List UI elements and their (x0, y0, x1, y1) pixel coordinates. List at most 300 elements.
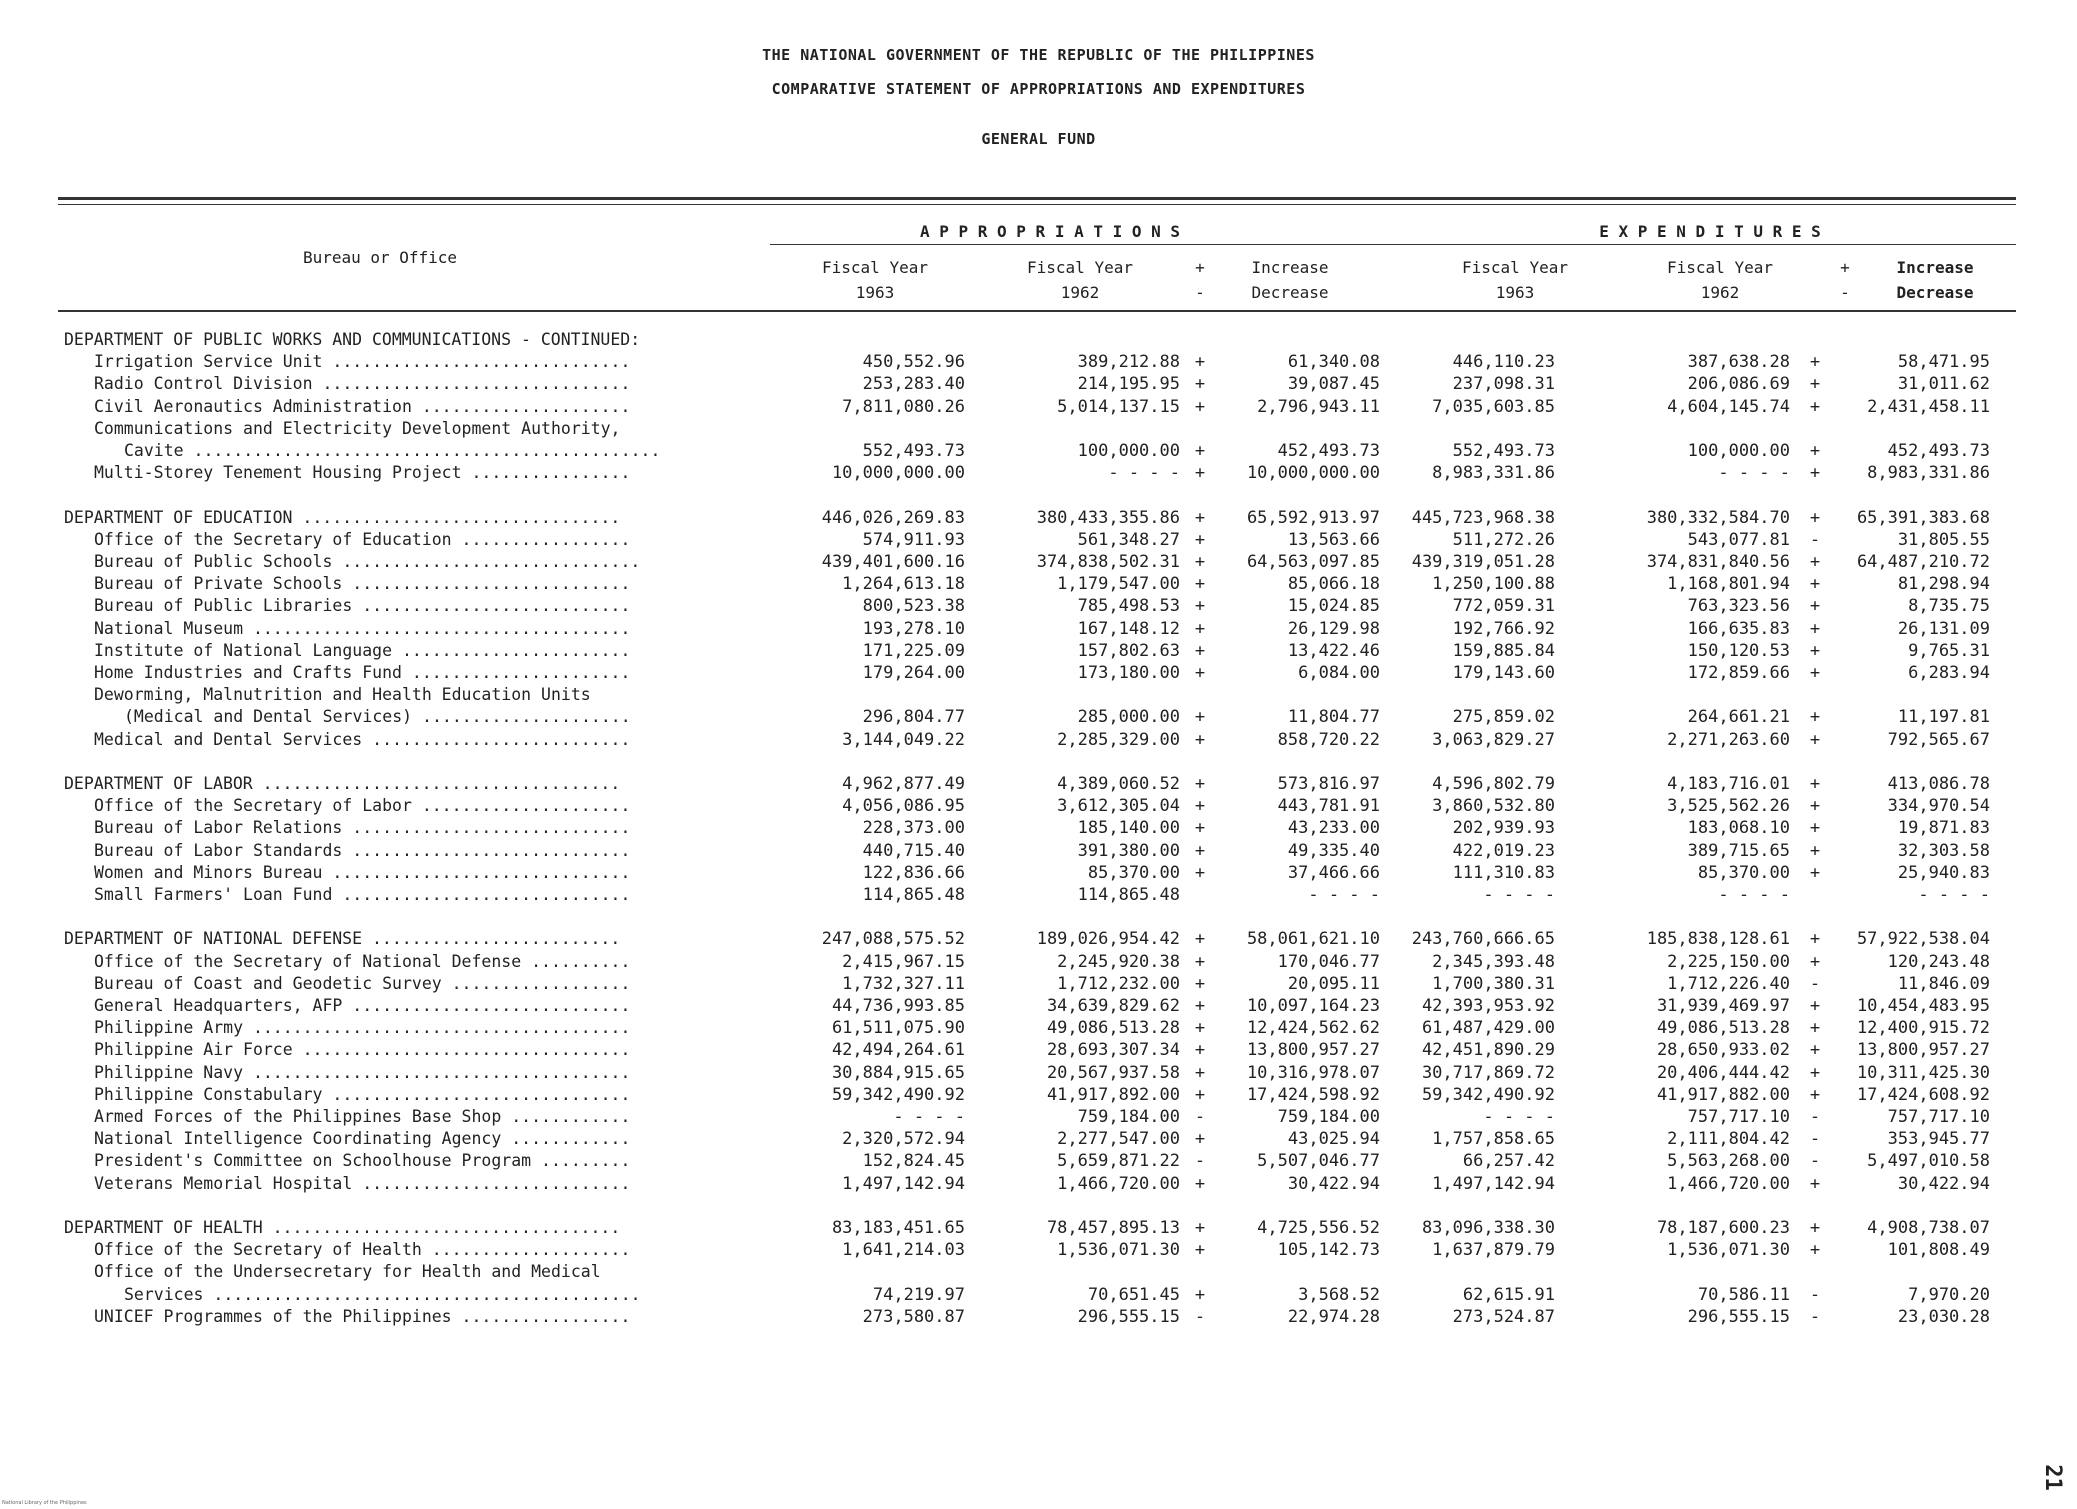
cell-a62: 2,245,920.38 (1057, 951, 1180, 972)
cell-es: + (1809, 596, 1821, 617)
cell-e63: 243,760,666.65 (1411, 929, 1555, 950)
cell-e63: 61,487,429.00 (1421, 1018, 1555, 1039)
cell-ed: 8,735.75 (1908, 596, 1990, 617)
cell-ad: 61,340.08 (1287, 352, 1380, 373)
row-label: Philippine Navy ...................................... (94, 1062, 631, 1082)
cell-e62: 1,712,226.40 (1667, 973, 1790, 994)
cell-a62: 3,612,305.04 (1057, 796, 1180, 817)
cell-a62: 5,659,871.22 (1057, 1151, 1180, 1172)
cell-ed: 5,497,010.58 (1867, 1151, 1990, 1172)
cell-ad: 43,233.00 (1287, 818, 1380, 839)
cell-as: + (1194, 507, 1206, 528)
cell-ed: 26,131.09 (1897, 618, 1990, 639)
cell-ed: 57,922,538.04 (1856, 929, 1990, 950)
row-label: Cavite ............................................... (124, 441, 661, 460)
row-label: DEPARTMENT OF NATIONAL DEFENSE ......................... (64, 929, 621, 949)
cell-a63: 114,865.48 (862, 885, 965, 905)
cell-a63: 1,732,327.11 (842, 973, 965, 994)
cell-as: + (1194, 1240, 1206, 1261)
cell-ad: 573,816.97 (1277, 774, 1380, 794)
row-label: Institute of National Language ....................... (94, 640, 631, 660)
cell-e63: 30,717,869.72 (1421, 1062, 1555, 1083)
cell-e63: 1,700,380.31 (1432, 973, 1555, 994)
cell-e62: 28,650,933.02 (1656, 1040, 1790, 1061)
cell-a63: 2,415,967.15 (842, 951, 965, 972)
cell-a62: 34,639,829.62 (1046, 996, 1180, 1016)
row-label: Office of the Secretary of Labor ..................... (94, 796, 631, 816)
cell-e63: - - - - (1483, 885, 1555, 905)
cell-ad: 49,335.40 (1287, 840, 1380, 861)
cell-as: + (1194, 352, 1206, 373)
cell-e62: 41,917,882.00 (1656, 1084, 1790, 1105)
cell-a63: 2,320,572.94 (842, 1129, 965, 1150)
cell-ad: 17,424,598.92 (1246, 1084, 1380, 1105)
footer-credit: National Library of the Philippines (2, 1500, 87, 1506)
cell-a62: 285,000.00 (1077, 707, 1180, 728)
row-label: Office of the Undersecretary for Health and Medical (94, 1262, 601, 1282)
row-label: UNICEF Programmes of the Philippines ................. (94, 1306, 631, 1326)
cell-e62: 166,635.83 (1687, 618, 1790, 639)
row-label: Veterans Memorial Hospital ........................... (94, 1173, 631, 1193)
cell-a63: 44,736,993.85 (831, 996, 965, 1016)
cell-ed: 81,298.94 (1897, 574, 1990, 595)
cell-as: + (1194, 1218, 1206, 1238)
cell-ed: 32,303.58 (1897, 840, 1990, 861)
cell-e62: 1,168,801.94 (1667, 574, 1790, 595)
cell-a63: 4,056,086.95 (842, 796, 965, 817)
cell-a63: 1,264,613.18 (842, 574, 965, 595)
e62-year-header: 1962 (1700, 283, 1740, 302)
row-label: Philippine Constabulary .............................. (94, 1084, 631, 1104)
cell-as: + (1194, 796, 1206, 817)
cell-ad: - - - - (1308, 885, 1380, 905)
cell-a63: 439,401,600.16 (821, 552, 965, 572)
row-label: Deworming, Malnutrition and Health Education Units (94, 685, 591, 705)
cell-ad: 13,563.66 (1287, 529, 1380, 550)
cell-ed: 6,283.94 (1908, 663, 1990, 683)
e-sign-plus-header: + (1840, 258, 1850, 277)
cell-a63: - - - - (893, 1107, 965, 1127)
a-sign-plus-header: + (1195, 258, 1205, 277)
cell-e62: 543,077.81 (1687, 529, 1790, 550)
cell-ad: 37,466.66 (1287, 862, 1380, 883)
top-rule (58, 197, 2016, 200)
cell-a63: 42,494,264.61 (831, 1040, 965, 1061)
cell-as: + (1194, 441, 1206, 461)
cell-ad: 64,563,097.85 (1246, 552, 1380, 572)
cell-es: + (1809, 552, 1821, 572)
cell-e63: 772,059.31 (1452, 596, 1555, 617)
cell-e62: 183,068.10 (1687, 818, 1790, 839)
cell-a62: 85,370.00 (1087, 862, 1180, 883)
cell-as: + (1194, 1040, 1206, 1061)
cell-as: + (1194, 1018, 1206, 1039)
cell-a63: 122,836.66 (862, 862, 965, 883)
cell-ed: 353,945.77 (1887, 1129, 1990, 1150)
cell-a63: 74,219.97 (872, 1284, 965, 1305)
cell-e62: 4,604,145.74 (1667, 396, 1790, 417)
row-label: Bureau of Labor Standards ............................ (94, 840, 631, 860)
cell-a62: 1,536,071.30 (1057, 1240, 1180, 1261)
expenditures-header: E X P E N D I T U R E S (1599, 222, 1821, 241)
cell-es: + (1809, 818, 1821, 839)
cell-ed: 7,970.20 (1908, 1284, 1990, 1305)
cell-e62: 387,638.28 (1687, 352, 1790, 373)
cell-a62: 41,917,892.00 (1046, 1084, 1180, 1105)
group-rule (770, 244, 2016, 245)
cell-e62: 2,111,804.42 (1667, 1129, 1790, 1150)
cell-ad: 26,129.98 (1287, 618, 1380, 639)
cell-ed: 31,011.62 (1897, 374, 1990, 395)
cell-as: + (1194, 1084, 1206, 1105)
bureau-header: Bureau or Office (302, 248, 458, 267)
cell-a63: 83,183,451.65 (831, 1218, 965, 1238)
cell-e63: 66,257.42 (1462, 1151, 1555, 1172)
cell-a62: 214,195.95 (1077, 374, 1180, 395)
cell-e62: 1,466,720.00 (1667, 1173, 1790, 1194)
cell-ed: - - - - (1918, 885, 1990, 905)
cell-ed: 64,487,210.72 (1856, 552, 1990, 572)
cell-ed: 25,940.83 (1897, 862, 1990, 883)
cell-a62: 167,148.12 (1077, 618, 1180, 639)
cell-ad: 858,720.22 (1277, 729, 1380, 750)
cell-as: + (1194, 1129, 1206, 1150)
cell-a63: 193,278.10 (862, 618, 965, 639)
cell-a62: 173,180.00 (1077, 663, 1180, 683)
cell-ed: 12,400,915.72 (1856, 1018, 1990, 1039)
cell-a62: 561,348.27 (1077, 529, 1180, 550)
cell-ad: 30,422.94 (1287, 1173, 1380, 1194)
row-label: Office of the Secretary of National Defense .......... (94, 951, 631, 971)
e-increase-header: Increase (1896, 258, 1974, 277)
cell-e62: 4,183,716.01 (1667, 774, 1790, 794)
cell-a63: 446,026,269.83 (821, 507, 965, 528)
cell-e62: 185,838,128.61 (1646, 929, 1790, 950)
cell-ad: 85,066.18 (1287, 574, 1380, 595)
cell-es: + (1809, 796, 1821, 817)
cell-ed: 65,391,383.68 (1856, 507, 1990, 528)
cell-e62: 2,225,150.00 (1667, 951, 1790, 972)
row-label: Services ........................................... (124, 1284, 641, 1304)
row-label: National Museum ...................................... (94, 618, 631, 638)
cell-a63: 574,911.93 (862, 529, 965, 550)
cell-e62: 206,086.69 (1687, 374, 1790, 395)
cell-a62: 2,285,329.00 (1057, 729, 1180, 750)
page-number: 21 (2039, 1464, 2065, 1491)
cell-es: - (1809, 973, 1821, 994)
cell-e63: 1,250,100.88 (1432, 574, 1555, 595)
cell-ad: 22,974.28 (1287, 1306, 1380, 1327)
document-subtitle: COMPARATIVE STATEMENT OF APPROPRIATIONS AND EXPENDITURES (771, 80, 1306, 98)
cell-e63: 422,019.23 (1452, 840, 1555, 861)
row-label: Office of the Secretary of Health .................... (94, 1240, 631, 1260)
cell-a63: 296,804.77 (862, 707, 965, 728)
cell-e63: 192,766.92 (1452, 618, 1555, 639)
row-label: Medical and Dental Services .......................... (94, 729, 631, 749)
cell-e63: 7,035,603.85 (1432, 396, 1555, 417)
cell-ed: 8,983,331.86 (1867, 463, 1990, 484)
cell-e62: 380,332,584.70 (1646, 507, 1790, 528)
cell-as: + (1194, 1173, 1206, 1194)
cell-ad: 39,087.45 (1287, 374, 1380, 395)
cell-ed: 452,493.73 (1887, 441, 1990, 461)
cell-es: + (1809, 441, 1821, 461)
cell-a63: 450,552.96 (862, 352, 965, 373)
cell-e62: 2,271,263.60 (1667, 729, 1790, 750)
cell-ad: 12,424,562.62 (1246, 1018, 1380, 1039)
cell-es: + (1809, 840, 1821, 861)
cell-e63: 237,098.31 (1452, 374, 1555, 395)
header-bottom-rule (58, 310, 2016, 312)
row-label: Bureau of Public Schools .............................. (94, 552, 641, 571)
cell-ed: 4,908,738.07 (1867, 1218, 1990, 1238)
cell-ad: 11,804.77 (1287, 707, 1380, 728)
cell-ed: 101,808.49 (1887, 1240, 1990, 1261)
cell-ad: 3,568.52 (1298, 1284, 1380, 1305)
cell-a63: 171,225.09 (862, 640, 965, 661)
cell-es: + (1809, 1173, 1821, 1194)
a-decrease-header: Decrease (1251, 283, 1329, 302)
cell-es: + (1809, 774, 1821, 794)
cell-a63: 552,493.73 (862, 441, 965, 461)
cell-a62: 759,184.00 (1077, 1107, 1180, 1127)
cell-a63: 7,811,080.26 (842, 396, 965, 417)
cell-a63: 800,523.38 (862, 596, 965, 617)
cell-ad: 15,024.85 (1287, 596, 1380, 617)
cell-ed: 30,422.94 (1897, 1173, 1990, 1194)
row-label: Multi-Storey Tenement Housing Project ................ (94, 463, 631, 483)
cell-e62: 150,120.53 (1687, 640, 1790, 661)
cell-es: + (1809, 663, 1821, 683)
a63-year-header: 1963 (855, 283, 895, 302)
cell-a62: 380,433,355.86 (1036, 507, 1180, 528)
cell-a62: 1,466,720.00 (1057, 1173, 1180, 1194)
appropriations-header: A P P R O P R I A T I O N S (919, 222, 1181, 241)
cell-as: - (1194, 1306, 1206, 1327)
row-label: Bureau of Labor Relations ............................ (94, 818, 631, 838)
cell-e63: 2,345,393.48 (1432, 951, 1555, 972)
cell-e63: 42,393,953.92 (1421, 996, 1555, 1016)
cell-es: + (1809, 729, 1821, 750)
cell-e63: 42,451,890.29 (1421, 1040, 1555, 1061)
cell-es: + (1809, 463, 1821, 484)
cell-e63: 4,596,802.79 (1432, 774, 1555, 794)
row-label: DEPARTMENT OF HEALTH ................................... (64, 1218, 621, 1237)
row-label: Office of the Secretary of Education ................. (94, 529, 631, 549)
row-label: DEPARTMENT OF PUBLIC WORKS AND COMMUNICATIONS - CONTINUED: (64, 330, 641, 349)
cell-ad: 5,507,046.77 (1257, 1151, 1380, 1172)
cell-e62: 374,831,840.56 (1646, 552, 1790, 572)
row-label: Philippine Army ...................................... (94, 1018, 631, 1038)
cell-a63: 273,580.87 (862, 1306, 965, 1327)
cell-es: + (1809, 862, 1821, 883)
cell-a62: 100,000.00 (1077, 441, 1180, 461)
cell-a63: 247,088,575.52 (821, 929, 965, 950)
e62-fy-header: Fiscal Year (1667, 258, 1773, 277)
cell-a63: 179,264.00 (862, 663, 965, 683)
cell-es: + (1809, 618, 1821, 639)
cell-es: + (1809, 507, 1821, 528)
cell-es: + (1809, 951, 1821, 972)
cell-a63: 1,641,214.03 (842, 1240, 965, 1261)
row-label: Armed Forces of the Philippines Base Shop ............ (94, 1107, 631, 1126)
cell-e62: 389,715.65 (1687, 840, 1790, 861)
cell-es: - (1809, 1151, 1821, 1172)
cell-ad: 65,592,913.97 (1246, 507, 1380, 528)
cell-es: + (1809, 352, 1821, 373)
cell-ed: 13,800,957.27 (1856, 1040, 1990, 1061)
cell-ad: 452,493.73 (1277, 441, 1380, 461)
row-label: Civil Aeronautics Administration ..................... (94, 396, 631, 416)
cell-a63: 228,373.00 (862, 818, 965, 839)
cell-ed: 120,243.48 (1887, 951, 1990, 972)
fund-title: GENERAL FUND (981, 130, 1096, 148)
cell-as: + (1194, 996, 1206, 1016)
cell-es: + (1809, 1062, 1821, 1083)
cell-e62: 3,525,562.26 (1667, 796, 1790, 817)
cell-e62: - - - - (1718, 885, 1790, 905)
a-sign-minus-header: - (1195, 283, 1205, 302)
cell-e62: 31,939,469.97 (1656, 996, 1790, 1016)
cell-as: + (1194, 618, 1206, 639)
cell-as: + (1194, 596, 1206, 617)
cell-as: + (1194, 463, 1206, 484)
cell-e63: 439,319,051.28 (1411, 552, 1555, 572)
e63-fy-header: Fiscal Year (1462, 258, 1568, 277)
cell-a63: 1,497,142.94 (842, 1173, 965, 1194)
cell-ad: 20,095.11 (1287, 973, 1380, 994)
cell-es: - (1809, 1107, 1821, 1127)
a62-fy-header: Fiscal Year (1027, 258, 1133, 277)
cell-e62: 70,586.11 (1697, 1284, 1790, 1305)
cell-e62: 1,536,071.30 (1667, 1240, 1790, 1261)
row-label: Bureau of Coast and Geodetic Survey .................. (94, 973, 631, 993)
cell-ed: 792,565.67 (1887, 729, 1990, 750)
cell-a62: 1,179,547.00 (1057, 574, 1180, 595)
cell-as: + (1194, 929, 1206, 950)
cell-as: + (1194, 729, 1206, 750)
cell-a63: 30,884,915.65 (831, 1062, 965, 1083)
cell-es: + (1809, 1218, 1821, 1238)
cell-a62: 20,567,937.58 (1046, 1062, 1180, 1083)
cell-ed: 413,086.78 (1887, 774, 1990, 794)
cell-ad: 58,061,621.10 (1246, 929, 1380, 950)
cell-a62: 70,651.45 (1087, 1284, 1180, 1305)
cell-e63: 3,860,532.80 (1432, 796, 1555, 817)
cell-as: + (1194, 663, 1206, 683)
cell-e63: 511,272.26 (1452, 529, 1555, 550)
cell-e63: 83,096,338.30 (1421, 1218, 1555, 1238)
cell-ad: 6,084.00 (1298, 663, 1380, 683)
row-label: National Intelligence Coordinating Agency ............ (94, 1129, 631, 1149)
cell-e63: 62,615.91 (1462, 1284, 1555, 1305)
cell-ed: 11,846.09 (1897, 973, 1990, 994)
cell-ed: 17,424,608.92 (1856, 1084, 1990, 1105)
cell-ed: 10,311,425.30 (1856, 1062, 1990, 1083)
row-label: Home Industries and Crafts Fund ...................... (94, 663, 631, 682)
document-title: THE NATIONAL GOVERNMENT OF THE REPUBLIC OF THE PHILIPPINES (762, 46, 1315, 64)
cell-es: + (1809, 1040, 1821, 1061)
cell-ad: 10,097,164.23 (1246, 996, 1380, 1016)
cell-a63: 61,511,075.90 (831, 1018, 965, 1039)
cell-e62: 100,000.00 (1687, 441, 1790, 461)
cell-ad: 105,142.73 (1277, 1240, 1380, 1261)
cell-es: - (1809, 1129, 1821, 1150)
cell-ad: 43,025.94 (1287, 1129, 1380, 1150)
cell-es: - (1809, 529, 1821, 550)
cell-a62: 5,014,137.15 (1057, 396, 1180, 417)
cell-a62: 28,693,307.34 (1046, 1040, 1180, 1061)
cell-e62: 757,717.10 (1687, 1107, 1790, 1127)
cell-e63: 202,939.93 (1452, 818, 1555, 839)
cell-es: + (1809, 396, 1821, 417)
cell-as: + (1194, 707, 1206, 728)
cell-e62: 763,323.56 (1687, 596, 1790, 617)
cell-as: + (1194, 1062, 1206, 1083)
cell-es: + (1809, 1084, 1821, 1105)
cell-as: + (1194, 574, 1206, 595)
cell-ed: 58,471.95 (1897, 352, 1990, 373)
e-sign-minus-header: - (1840, 283, 1850, 302)
cell-a62: 49,086,513.28 (1046, 1018, 1180, 1039)
cell-as: - (1194, 1107, 1206, 1127)
cell-e62: 20,406,444.42 (1656, 1062, 1790, 1083)
row-label: Communications and Electricity Development Authority, (94, 418, 621, 438)
cell-ad: 4,725,556.52 (1257, 1218, 1380, 1238)
row-label: Bureau of Public Libraries ........................... (94, 596, 631, 616)
cell-e63: 1,497,142.94 (1432, 1173, 1555, 1194)
a-increase-header: Increase (1251, 258, 1329, 277)
top-rule-2 (58, 204, 2016, 205)
cell-a63: 440,715.40 (862, 840, 965, 861)
cell-as: + (1194, 1284, 1206, 1305)
cell-a62: 391,380.00 (1077, 840, 1180, 861)
cell-e62: 296,555.15 (1687, 1306, 1790, 1327)
cell-ad: 443,781.91 (1277, 796, 1380, 817)
cell-ed: 19,871.83 (1897, 818, 1990, 839)
a63-fy-header: Fiscal Year (822, 258, 928, 277)
cell-ed: 334,970.54 (1887, 796, 1990, 817)
cell-e63: 111,310.83 (1452, 862, 1555, 883)
cell-ed: 2,431,458.11 (1867, 396, 1990, 417)
e-decrease-header: Decrease (1896, 283, 1974, 302)
row-label: General Headquarters, AFP ............................ (94, 996, 631, 1015)
cell-as: + (1194, 640, 1206, 661)
row-label: Philippine Air Force ................................. (94, 1040, 631, 1060)
cell-e63: 446,110.23 (1452, 352, 1555, 373)
cell-as: + (1194, 774, 1206, 794)
cell-e63: 3,063,829.27 (1432, 729, 1555, 750)
cell-as: + (1194, 818, 1206, 839)
row-label: President's Committee on Schoolhouse Program ......... (94, 1151, 631, 1171)
cell-ed: 23,030.28 (1897, 1306, 1990, 1327)
cell-es: + (1809, 996, 1821, 1016)
cell-ed: 31,805.55 (1897, 529, 1990, 550)
cell-es: - (1809, 1284, 1821, 1305)
cell-as: + (1194, 862, 1206, 883)
cell-as: + (1194, 396, 1206, 417)
cell-a62: 389,212.88 (1077, 352, 1180, 373)
cell-a63: 152,824.45 (862, 1151, 965, 1172)
cell-as: + (1194, 951, 1206, 972)
cell-as: + (1194, 552, 1206, 572)
cell-e63: - - - - (1483, 1107, 1555, 1127)
row-label: DEPARTMENT OF EDUCATION ................................ (64, 507, 621, 527)
cell-ad: 170,046.77 (1277, 951, 1380, 972)
cell-a62: 189,026,954.42 (1036, 929, 1180, 950)
cell-as: - (1194, 1151, 1206, 1172)
row-label: Bureau of Private Schools ............................ (94, 574, 631, 594)
